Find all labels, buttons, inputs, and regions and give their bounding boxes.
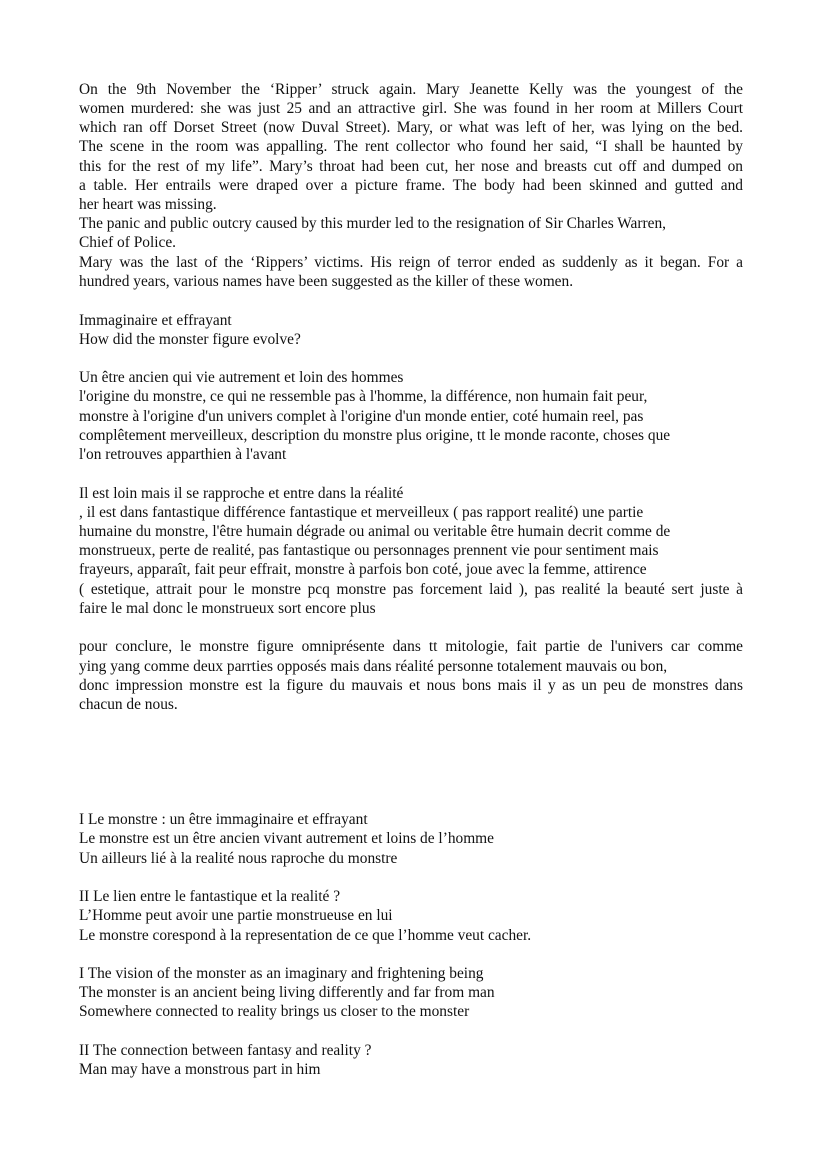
outline-item: L’Homme peut avoir une partie monstrueuse en lui [79, 907, 393, 924]
text-line: Chief of Police. [79, 234, 177, 251]
text-line: l'origine du monstre, ce qui ne ressemble pas à l'homme, la différence, non humain fait peur, [79, 388, 648, 405]
text-line: hundred years, various names have been suggested as the killer of these women. [79, 273, 574, 290]
text-line: monstrueux, perte de realité, pas fantastique ou personnages prennent vie pour sentiment mais [79, 542, 659, 559]
outline-item: Somewhere connected to reality brings us closer to the monster [79, 1003, 470, 1020]
outline-heading: I The vision of the monster as an imaginary and frightening being [79, 965, 484, 982]
text-line: this for the rest of my life”. Mary’s throat had been cut, her nose and breasts cut off and dumped on [79, 158, 743, 175]
outline-heading: II The connection between fantasy and reality ? [79, 1042, 372, 1059]
text-line: which ran off Dorset Street (now Duval Street). Mary, or what was left of her, was lying on the bed. [79, 119, 743, 136]
section-heading: Immaginaire et effrayant [79, 312, 232, 329]
text-line: monstre à l'origine d'un univers complet à l'origine d'un monde entier, coté humain reel, pas [79, 408, 644, 425]
outline-heading: I Le monstre : un être immaginaire et effrayant [79, 811, 368, 828]
text-line: Il est loin mais il se rapproche et entre dans la réalité [79, 485, 404, 502]
text-line: ying yang comme deux parrties opposés mais dans réalité personne totalement mauvais ou bon, [79, 658, 668, 675]
text-line: her heart was missing. [79, 196, 217, 213]
text-line: Un être ancien qui vie autrement et loin des hommes [79, 369, 404, 386]
outline-heading: II Le lien entre le fantastique et la realité ? [79, 888, 341, 905]
text-line: Mary was the last of the ‘Rippers’ victims. His reign of terror ended as suddenly as it began. For a [79, 254, 743, 271]
text-line: complêtement merveilleux, description du monstre plus origine, tt le monde raconte, choses que [79, 427, 671, 444]
section-question: How did the monster figure evolve? [79, 331, 301, 348]
text-line: ( estetique, attrait pour le monstre pcq monstre pas forcement laid ), pas realité la beauté sert juste à [79, 581, 743, 598]
text-line: l'on retrouves apparthien à l'avant [79, 446, 287, 463]
text-line: pour conclure, le monstre figure omniprésente dans tt mitologie, fait partie de l'univers car comme [79, 638, 743, 655]
text-line: a table. Her entrails were draped over a picture frame. The body had been skinned and gutted and [79, 177, 743, 194]
text-line: The scene in the room was appalling. The rent collector who found her said, “I shall be haunted by [79, 138, 743, 155]
text-line: chacun de nous. [79, 696, 178, 713]
text-line: women murdered: she was just 25 and an attractive girl. She was found in her room at Millers Court [79, 100, 743, 117]
outline-item: Le monstre corespond à la representation de ce que l’homme veut cacher. [79, 927, 532, 944]
text-line: faire le mal donc le monstrueux sort encore plus [79, 600, 376, 617]
text-line: On the 9th November the ‘Ripper’ struck again. Mary Jeanette Kelly was the youngest of the [79, 81, 743, 98]
outline-item: Un ailleurs lié à la realité nous raproche du monstre [79, 850, 398, 867]
text-line: frayeurs, apparaît, fait peur effrait, monstre à parfois bon coté, joue avec la femme, attirence [79, 561, 647, 578]
outline-item: Man may have a monstrous part in him [79, 1061, 321, 1078]
text-line: The panic and public outcry caused by this murder led to the resignation of Sir Charles Warren, [79, 215, 666, 232]
text-line: , il est dans fantastique différence fantastique et merveilleux ( pas rapport realité) une partie [79, 504, 644, 521]
outline-item: The monster is an ancient being living differently and far from man [79, 984, 495, 1001]
text-line: donc impression monstre est la figure du mauvais et nous bons mais il y as un peu de monstres dans [79, 677, 743, 694]
outline-item: Le monstre est un être ancien vivant autrement et loins de l’homme [79, 830, 494, 847]
text-line: humaine du monstre, l'être humain dégrade ou animal ou veritable être humain decrit comme de [79, 523, 671, 540]
